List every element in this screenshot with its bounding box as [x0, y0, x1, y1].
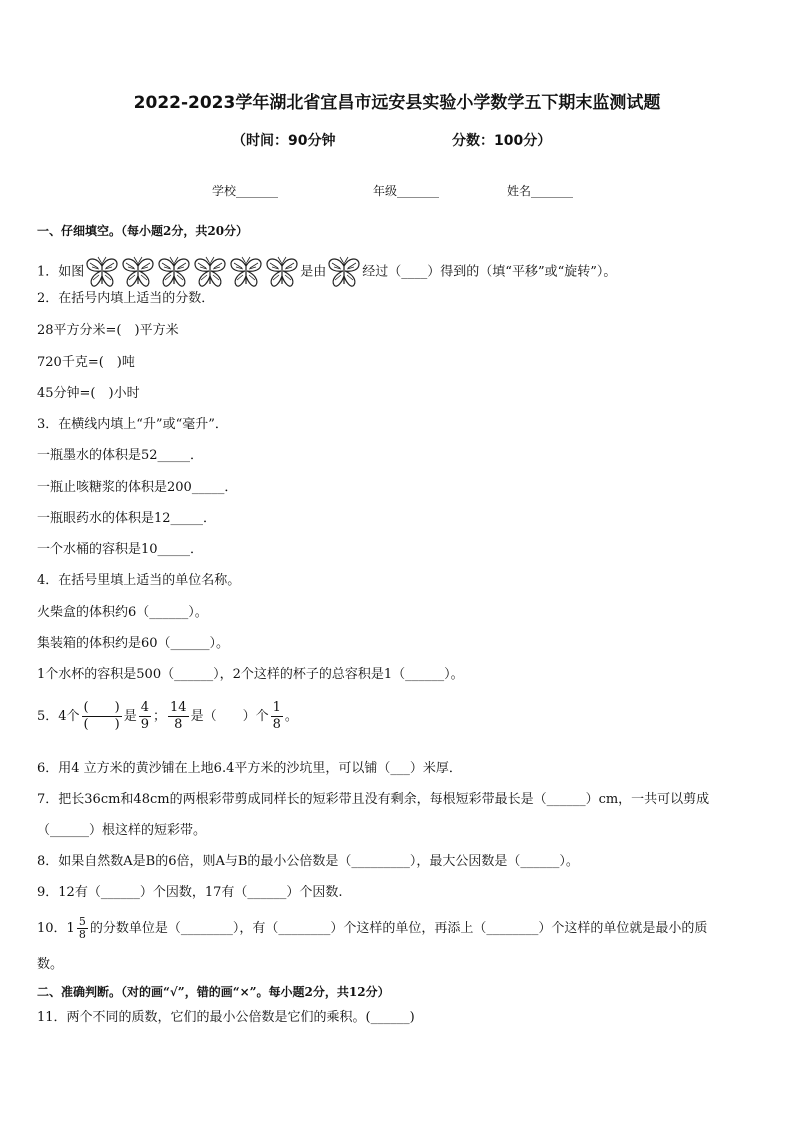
- question-10-line-2: 数。: [37, 957, 64, 972]
- question-3d: 一个水桶的容积是10_____．: [37, 542, 204, 557]
- butterfly-icon: [264, 254, 300, 290]
- question-10: 10．1 $\frac{5}{8}$ 的分数单位是（________），有（________）个这样的单位，再添上（________）个这样的单位就是最小的质: [37, 915, 708, 941]
- butterfly-icon: [228, 254, 264, 290]
- butterfly-icon: [326, 254, 362, 290]
- section-2-heading: 二、准确判断。（对的画“√”，错的画“×”。每小题2分，共12分）: [37, 985, 390, 999]
- question-2c: 45分钟=( )小时: [37, 386, 140, 401]
- question-4-stem: 4．在括号里填上适当的单位名称。: [37, 573, 241, 588]
- question-3-stem: 3．在横线内填上“升”或“毫升”．: [37, 417, 228, 432]
- question-2a: 28平方分米=( )平方米: [37, 323, 179, 338]
- fraction-1-8: $\frac{1}{8}$: [272, 700, 281, 732]
- fraction-5-8: $\frac{5}{8}$: [78, 915, 86, 941]
- name-field: 姓名_______: [507, 184, 574, 198]
- q1-prefix: 1．如图: [37, 264, 85, 280]
- butterfly-icon: [192, 254, 228, 290]
- question-4b: 集装箱的体积约是60（______）。: [37, 636, 230, 651]
- question-4c: 1个水杯的容积是500（______），2个这样的杯子的总容积是1（______）。: [37, 667, 464, 682]
- butterfly-icon: [156, 254, 192, 290]
- q10-prefix: 10．1: [37, 921, 75, 936]
- exam-time: （时间：90分钟: [232, 133, 336, 149]
- question-3a: 一瓶墨水的体积是52_____．: [37, 448, 204, 463]
- butterfly-icon: [84, 254, 120, 290]
- question-7-line-2: （______）根这样的短彩带。: [37, 823, 207, 838]
- question-3c: 一瓶眼药水的体积是12_____．: [37, 511, 217, 526]
- butterfly-icon: [120, 254, 156, 290]
- school-field: 学校_______: [212, 184, 279, 198]
- fraction-blank: $\frac{( )}{( )}$: [83, 700, 120, 732]
- question-3b: 一瓶止咳糖浆的体积是200_____．: [37, 480, 238, 495]
- question-7-line-1: 7．把长36cm和48cm的两根彩带剪成同样长的短彩带且没有剩余，每根短彩带最长是（______）cm，一共可以剪成: [37, 792, 710, 807]
- page-title: 2022-2023学年湖北省宜昌市远安县实验小学数学五下期末监测试题: [133, 93, 661, 113]
- question-6: 6．用4 立方米的黄沙铺在上地6.4平方米的沙坑里，可以铺（___）米厚．: [37, 761, 462, 776]
- exam-score: 分数：100分）: [452, 133, 552, 149]
- question-9: 9．12有（______）个因数，17有（______）个因数.: [37, 885, 343, 900]
- question-5: 5．4个 $\frac{( )}{( )}$ 是 $\frac{4}{9}$ ； $\frac{14}{8}$ 是（ ）个 $\frac{1}{8}$ 。: [37, 700, 298, 732]
- question-2b: 720千克=( )吨: [37, 355, 135, 370]
- question-11: 11．两个不同的质数，它们的最小公倍数是它们的乘积。(______): [37, 1010, 415, 1025]
- question-2-stem: 2．在括号内填上适当的分数．: [37, 291, 215, 306]
- question-8: 8．如果自然数A是B的6倍，则A与B的最小公倍数是（_________），最大公因数是（______）。: [37, 854, 579, 869]
- q1-suffix: 经过（____）得到的（填“平移”或“旋转”）。: [362, 264, 617, 280]
- question-4a: 火柴盒的体积约6（______）。: [37, 605, 208, 620]
- q5-prefix: 5．4个: [37, 709, 80, 724]
- fraction-14-8: $\frac{14}{8}$: [170, 700, 187, 732]
- fraction-4-9: $\frac{4}{9}$: [140, 700, 149, 732]
- section-1-heading: 一、仔细填空。（每小题2分，共20分）: [37, 224, 249, 238]
- question-1: [37, 254, 616, 290]
- q1-middle: 是由: [300, 264, 327, 280]
- grade-field: 年级_______: [373, 184, 440, 198]
